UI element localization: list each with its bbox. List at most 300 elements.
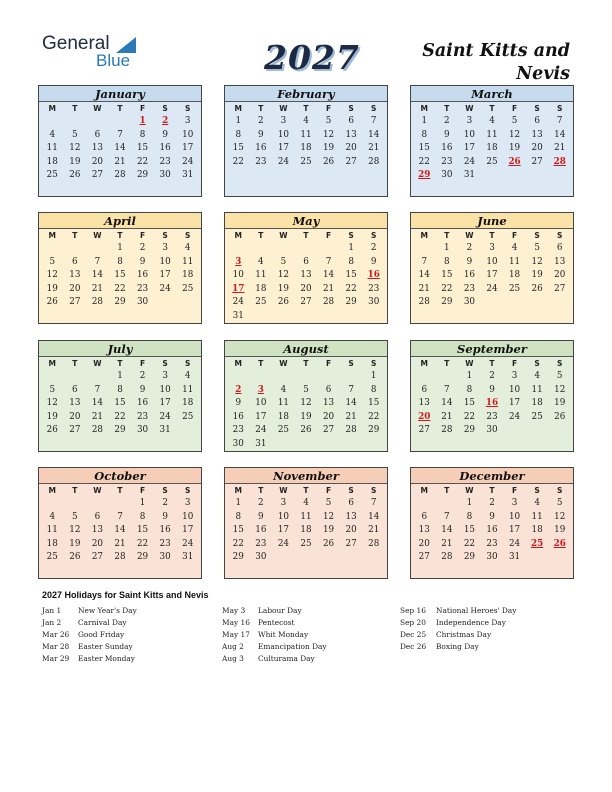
holiday-day-cell: 17: [232, 283, 245, 294]
day-cell: 13: [531, 129, 543, 140]
day-cell: 22: [136, 538, 149, 549]
holiday-date: Mar 28: [42, 641, 70, 651]
empty-day-cell: [86, 242, 109, 256]
day-cell: 21: [441, 411, 453, 422]
month-august: [224, 340, 388, 452]
empty-day-cell: [317, 370, 340, 384]
month-title: February: [225, 86, 387, 102]
day-cell: 19: [554, 525, 566, 536]
day-cell: 25: [182, 283, 194, 294]
day-cell: 14: [91, 398, 104, 409]
day-cell: 25: [46, 170, 58, 181]
weekday-header: T: [72, 486, 78, 495]
weekday-header: S: [371, 359, 377, 368]
day-cell: 13: [418, 398, 430, 409]
day-cell: 28: [441, 425, 453, 436]
day-cell: 4: [511, 243, 518, 253]
day-cell: 28: [368, 156, 380, 167]
day-cell: 13: [69, 270, 81, 281]
day-cell: 30: [159, 170, 171, 181]
weekday-header: T: [117, 359, 123, 368]
weekday-header: F: [512, 486, 518, 495]
weekday-header: S: [162, 104, 168, 113]
day-cell: 12: [300, 398, 312, 409]
weekday-header: W: [279, 104, 288, 113]
weekday-header: T: [117, 231, 123, 240]
day-cell: 9: [370, 256, 377, 267]
holiday-day-cell: 26: [553, 538, 566, 549]
day-cell: 31: [159, 425, 171, 436]
day-cell: 10: [159, 256, 171, 267]
weekday-header: M: [234, 231, 243, 240]
day-cell: 10: [159, 384, 171, 395]
day-cell: 26: [322, 538, 335, 549]
day-cell: 14: [418, 270, 430, 281]
weekday-header: F: [140, 359, 146, 368]
day-cell: 31: [182, 552, 194, 563]
day-cell: 4: [184, 371, 191, 381]
day-cell: 15: [463, 398, 476, 409]
month-title: June: [411, 213, 573, 229]
day-cell: 11: [182, 384, 194, 395]
weekday-header: M: [48, 486, 57, 495]
weekday-header: T: [303, 231, 309, 240]
holiday-name: New Year's Day: [78, 606, 137, 615]
weekday-header: T: [444, 231, 450, 240]
day-cell: 28: [91, 297, 104, 308]
empty-day-cell: [64, 242, 87, 256]
day-cell: 3: [280, 116, 287, 126]
day-cell: 24: [182, 538, 194, 549]
day-cell: 18: [531, 525, 543, 536]
day-cell: 2: [139, 371, 146, 381]
day-cell: 10: [463, 129, 476, 140]
holiday-name: Culturama Day: [258, 653, 315, 663]
holiday-name: Good Friday: [78, 629, 125, 639]
month-title: March: [411, 86, 573, 102]
day-cell: 27: [91, 552, 104, 563]
day-cell: 15: [345, 270, 357, 281]
year-title: 2027: [264, 38, 360, 77]
day-cell: 8: [370, 384, 377, 395]
day-cell: 29: [368, 425, 380, 436]
day-cell: 21: [441, 538, 453, 549]
day-cell: 12: [554, 384, 566, 395]
empty-day-cell: [41, 115, 64, 129]
weekday-header: T: [303, 359, 309, 368]
day-cell: 10: [182, 129, 194, 140]
day-cell: 16: [441, 143, 453, 154]
weekday-header: S: [348, 359, 354, 368]
day-cell: 7: [556, 116, 563, 126]
day-cell: 7: [117, 511, 123, 522]
day-cell: 14: [554, 129, 566, 140]
day-cell: 6: [325, 384, 332, 395]
day-cell: 28: [322, 297, 335, 308]
day-cell: 11: [531, 511, 543, 522]
day-cell: 23: [441, 156, 453, 167]
weekday-header: S: [557, 104, 563, 113]
day-cell: 5: [325, 116, 332, 126]
day-cell: 27: [418, 552, 430, 563]
day-cell: 4: [534, 498, 540, 508]
holiday-row: [400, 617, 516, 629]
holiday-date: May 3: [222, 606, 246, 615]
day-cell: 26: [46, 425, 58, 436]
day-cell: 7: [421, 256, 428, 267]
holiday-day-cell: 26: [508, 156, 521, 167]
weekday-header: M: [234, 359, 243, 368]
day-cell: 4: [489, 116, 495, 126]
weekday-header: M: [420, 231, 429, 240]
weekday-header: W: [93, 104, 102, 113]
day-cell: 19: [531, 270, 543, 281]
day-cell: 11: [508, 256, 521, 267]
day-cell: 28: [114, 552, 126, 563]
day-cell: 1: [117, 371, 123, 381]
holiday-column: [400, 605, 516, 653]
weekday-header: M: [234, 104, 243, 113]
day-cell: 20: [91, 156, 104, 167]
day-cell: 15: [136, 143, 149, 154]
day-cell: 3: [162, 243, 168, 253]
day-cell: 16: [136, 270, 149, 281]
day-cell: 1: [117, 243, 123, 253]
day-cell: 10: [255, 398, 267, 409]
day-cell: 18: [255, 283, 267, 294]
day-cell: 1: [444, 243, 450, 253]
day-cell: 3: [511, 371, 518, 381]
holiday-name: Independence Day: [436, 617, 506, 627]
weekday-header: T: [303, 486, 309, 495]
weekday-header: M: [420, 486, 429, 495]
day-cell: 12: [277, 270, 290, 281]
weekday-header: W: [465, 359, 474, 368]
holiday-name: Boxing Day: [436, 641, 479, 651]
day-cell: 8: [421, 129, 428, 140]
day-cell: 25: [300, 538, 312, 549]
day-cell: 22: [463, 538, 476, 549]
day-cell: 15: [114, 270, 126, 281]
day-cell: 12: [322, 129, 335, 140]
day-cell: 30: [159, 552, 171, 563]
day-cell: 7: [94, 256, 101, 267]
weekday-header: M: [48, 104, 57, 113]
holiday-row: [222, 653, 327, 665]
day-cell: 19: [46, 411, 58, 422]
weekday-header: W: [93, 359, 102, 368]
day-cell: 21: [114, 156, 126, 167]
day-cell: 13: [300, 270, 312, 281]
month-may: [224, 212, 388, 324]
day-cell: 12: [554, 511, 566, 522]
holiday-date: May 16: [222, 617, 250, 627]
day-cell: 20: [322, 411, 335, 422]
day-cell: 2: [258, 498, 264, 508]
holiday-day-cell: 3: [257, 384, 264, 395]
day-cell: 9: [258, 129, 264, 140]
day-cell: 18: [46, 538, 58, 549]
day-cell: 6: [348, 498, 354, 508]
day-cell: 28: [114, 170, 126, 181]
day-cell: 11: [255, 270, 267, 281]
day-cell: 2: [466, 243, 473, 253]
month-title: September: [411, 341, 573, 357]
day-cell: 23: [255, 538, 267, 549]
day-cell: 20: [531, 143, 543, 154]
day-cell: 19: [322, 525, 335, 536]
day-cell: 13: [345, 129, 357, 140]
month-title: July: [39, 341, 201, 357]
weekday-header: F: [326, 104, 332, 113]
day-cell: 18: [300, 525, 312, 536]
holiday-date: Mar 26: [42, 629, 70, 639]
empty-day-cell: [64, 115, 87, 129]
month-january: [38, 85, 202, 197]
day-cell: 17: [182, 143, 194, 154]
day-cell: 15: [232, 525, 244, 536]
day-cell: 21: [554, 143, 566, 154]
weekday-header: S: [534, 359, 540, 368]
day-cell: 11: [182, 256, 194, 267]
weekday-header: S: [185, 104, 191, 113]
holiday-column: [222, 605, 327, 664]
weekday-header: T: [72, 359, 78, 368]
day-cell: 3: [184, 116, 191, 126]
empty-day-cell: [41, 242, 64, 256]
weekday-header: S: [162, 486, 168, 495]
day-cell: 24: [508, 411, 521, 422]
day-cell: 11: [46, 143, 58, 154]
empty-day-cell: [86, 497, 109, 511]
day-cell: 15: [368, 398, 380, 409]
day-cell: 28: [91, 425, 104, 436]
day-cell: 11: [486, 129, 498, 140]
day-cell: 9: [444, 129, 450, 140]
day-cell: 21: [114, 538, 126, 549]
day-cell: 5: [325, 498, 332, 508]
weekday-header: S: [534, 231, 540, 240]
day-cell: 2: [258, 116, 264, 126]
day-cell: 17: [463, 143, 476, 154]
day-cell: 29: [463, 552, 476, 563]
day-cell: 12: [531, 256, 543, 267]
holiday-row: [222, 641, 327, 653]
empty-day-cell: [64, 370, 87, 384]
holiday-date: Jan 2: [42, 617, 62, 627]
day-cell: 30: [463, 297, 476, 308]
day-cell: 31: [182, 170, 194, 181]
day-cell: 4: [303, 116, 309, 126]
day-cell: 25: [300, 156, 312, 167]
empty-day-cell: [413, 370, 436, 384]
day-cell: 14: [368, 129, 380, 140]
day-cell: 26: [554, 411, 566, 422]
day-cell: 27: [554, 283, 566, 294]
day-cell: 19: [554, 398, 566, 409]
empty-day-cell: [250, 242, 273, 256]
logo-blue-text: Blue: [96, 51, 131, 70]
empty-day-cell: [317, 242, 340, 256]
day-cell: 5: [556, 498, 563, 508]
day-cell: 26: [69, 170, 81, 181]
day-cell: 25: [277, 425, 290, 436]
weekday-header: T: [258, 231, 264, 240]
day-cell: 10: [508, 384, 521, 395]
month-april: [38, 212, 202, 324]
day-cell: 15: [441, 270, 453, 281]
day-cell: 4: [184, 243, 191, 253]
weekday-header: T: [72, 104, 78, 113]
day-cell: 19: [69, 156, 81, 167]
day-cell: 21: [322, 283, 335, 294]
day-cell: 7: [370, 116, 377, 126]
weekday-header: F: [512, 231, 518, 240]
day-cell: 16: [255, 525, 267, 536]
day-cell: 23: [136, 411, 149, 422]
day-cell: 22: [114, 283, 126, 294]
holiday-name: Whit Monday: [258, 629, 309, 639]
day-cell: 25: [182, 411, 194, 422]
holiday-date: Dec 26: [400, 641, 427, 651]
weekday-header: F: [512, 104, 518, 113]
day-cell: 9: [235, 398, 242, 409]
day-cell: 7: [94, 384, 101, 395]
weekday-header: T: [258, 359, 264, 368]
weekday-header: S: [557, 359, 563, 368]
day-cell: 20: [300, 283, 312, 294]
day-cell: 13: [69, 398, 81, 409]
day-cell: 16: [232, 411, 244, 422]
holiday-day-cell: 1: [139, 116, 146, 126]
day-cell: 21: [368, 143, 380, 154]
day-cell: 10: [232, 270, 244, 281]
month-september: [410, 340, 574, 452]
holiday-date: Dec 25: [400, 629, 427, 639]
day-cell: 24: [159, 283, 171, 294]
day-cell: 5: [280, 256, 287, 267]
day-cell: 6: [421, 384, 428, 395]
day-cell: 7: [348, 384, 354, 395]
day-cell: 19: [322, 143, 335, 154]
weekday-header: T: [444, 359, 450, 368]
day-cell: 16: [136, 398, 149, 409]
day-cell: 16: [159, 143, 171, 154]
holiday-row: [400, 641, 516, 653]
day-cell: 5: [303, 384, 309, 395]
day-cell: 11: [277, 398, 290, 409]
empty-day-cell: [109, 497, 132, 511]
holiday-date: Sep 20: [400, 617, 426, 627]
day-cell: 27: [300, 297, 312, 308]
day-cell: 18: [277, 411, 290, 422]
day-cell: 14: [91, 270, 104, 281]
day-cell: 28: [368, 538, 380, 549]
day-cell: 1: [235, 498, 242, 508]
day-cell: 1: [235, 116, 242, 126]
holiday-day-cell: 3: [235, 256, 242, 267]
day-cell: 29: [232, 552, 244, 563]
day-cell: 23: [486, 411, 498, 422]
day-cell: 2: [489, 371, 495, 381]
day-cell: 27: [69, 425, 81, 436]
holiday-column: [42, 605, 137, 664]
weekday-header: S: [534, 104, 540, 113]
day-cell: 30: [232, 438, 244, 449]
day-cell: 15: [418, 143, 430, 154]
day-cell: 11: [300, 129, 312, 140]
weekday-header: S: [162, 359, 168, 368]
day-cell: 18: [531, 398, 543, 409]
weekday-header: W: [279, 486, 288, 495]
day-cell: 4: [258, 256, 264, 267]
empty-day-cell: [340, 370, 363, 384]
day-cell: 12: [508, 129, 521, 140]
day-cell: 13: [91, 143, 104, 154]
weekday-header: F: [326, 486, 332, 495]
month-title: November: [225, 468, 387, 484]
weekday-header: M: [420, 104, 429, 113]
day-cell: 12: [46, 398, 58, 409]
day-cell: 17: [159, 270, 171, 281]
holiday-name: Carnival Day: [78, 617, 127, 627]
day-cell: 9: [162, 511, 168, 522]
day-cell: 10: [508, 511, 521, 522]
day-cell: 8: [139, 511, 146, 522]
day-cell: 21: [418, 283, 430, 294]
day-cell: 25: [46, 552, 58, 563]
holiday-row: [42, 641, 137, 653]
day-cell: 23: [159, 538, 171, 549]
month-title: May: [225, 213, 387, 229]
weekday-header: T: [72, 231, 78, 240]
day-cell: 31: [232, 310, 244, 321]
day-cell: 22: [463, 411, 476, 422]
month-june: [410, 212, 574, 324]
holiday-date: Mar 29: [42, 653, 70, 663]
day-cell: 9: [258, 511, 264, 522]
day-cell: 25: [531, 411, 543, 422]
day-cell: 23: [368, 283, 380, 294]
day-cell: 1: [139, 498, 146, 508]
day-cell: 22: [232, 156, 244, 167]
day-cell: 21: [368, 525, 380, 536]
day-cell: 7: [444, 384, 450, 395]
day-cell: 23: [255, 156, 267, 167]
day-cell: 11: [300, 511, 312, 522]
day-cell: 2: [139, 243, 146, 253]
empty-day-cell: [227, 370, 250, 384]
day-cell: 27: [418, 425, 430, 436]
day-cell: 30: [486, 552, 498, 563]
day-cell: 27: [345, 538, 357, 549]
month-march: [410, 85, 574, 197]
day-cell: 8: [235, 129, 242, 140]
weekday-header: F: [140, 231, 146, 240]
day-cell: 5: [49, 256, 56, 267]
day-cell: 29: [114, 297, 126, 308]
day-cell: 7: [325, 256, 332, 267]
day-cell: 30: [486, 425, 498, 436]
empty-day-cell: [413, 242, 436, 256]
day-cell: 19: [69, 538, 81, 549]
weekday-header: F: [512, 359, 518, 368]
day-cell: 14: [441, 398, 453, 409]
day-cell: 19: [508, 143, 521, 154]
day-cell: 10: [277, 511, 290, 522]
day-cell: 6: [556, 243, 563, 253]
day-cell: 25: [255, 297, 267, 308]
